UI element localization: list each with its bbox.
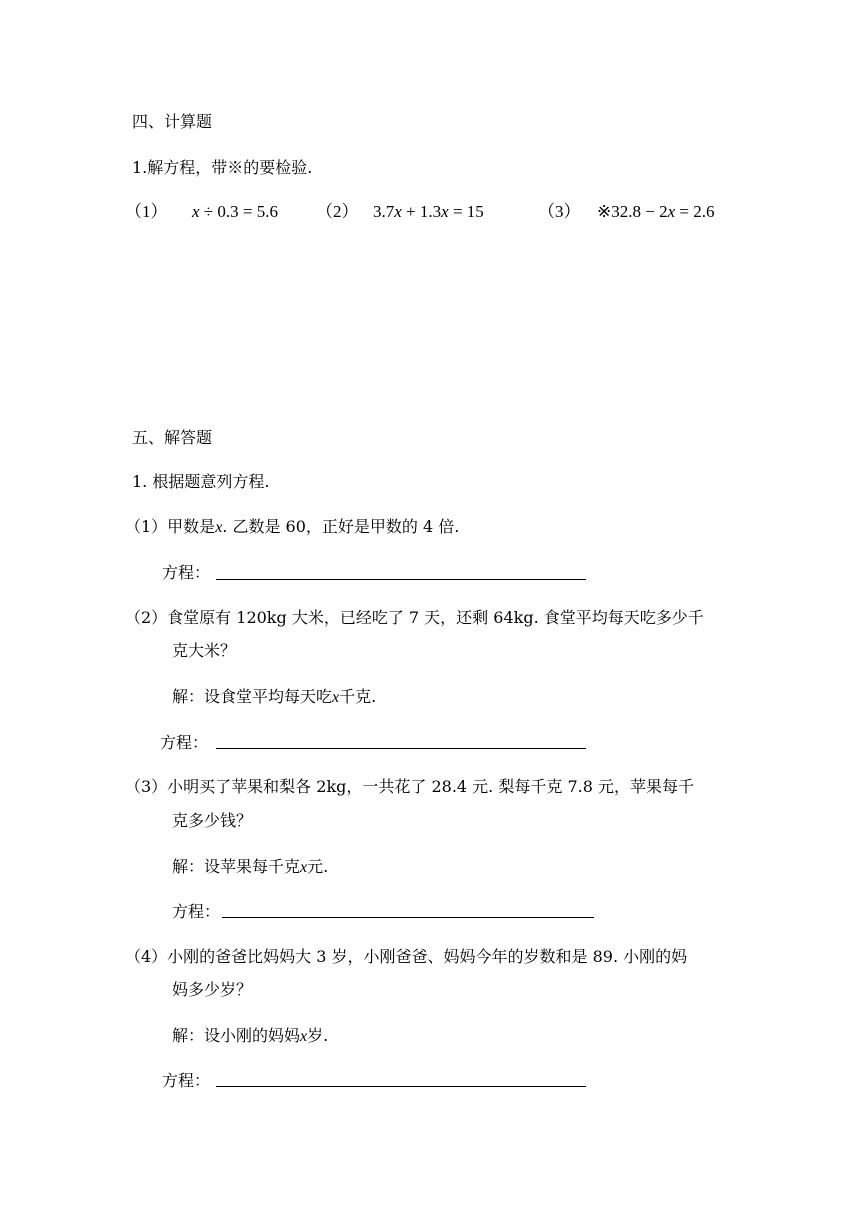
equation-label-2: 方程：	[160, 733, 209, 752]
equation-2: 3.7x + 1.3x = 15	[373, 202, 484, 221]
problem-3-line-2: 克多少钱？	[172, 811, 253, 830]
equation-label-1: 方程：	[162, 563, 211, 582]
equation-label-3: 方程：	[172, 902, 221, 921]
answer-blank-4[interactable]	[216, 1086, 586, 1087]
question-1-instruction: 1.解方程，带※的要检验.	[132, 158, 313, 177]
answer-blank-2[interactable]	[216, 748, 586, 749]
problem-3-solution: 解：设苹果每千克x元.	[172, 857, 329, 876]
problem-4-line-2: 妈多少岁？	[172, 980, 253, 999]
problem-2-line-2: 克大米？	[172, 641, 237, 660]
section-5-title: 五、解答题	[132, 428, 213, 447]
problem-4-line-1: （4）小刚的爸爸比妈妈大 3 岁，小刚爸爸、妈妈今年的岁数和是 89. 小刚的妈	[125, 947, 688, 966]
problem-3-line-1: （3）小明买了苹果和梨各 2kg，一共花了 28.4 元. 梨每千克 7.8 元，苹果每千	[125, 777, 694, 796]
equation-label-4: 方程：	[162, 1071, 211, 1090]
equation-2-number: （2）	[316, 202, 359, 221]
question-1-prompt: 1. 根据题意列方程.	[132, 472, 270, 491]
problem-2-line-1: （2）食堂原有 120kg 大米，已经吃了 7 天，还剩 64kg. 食堂平均每天吃多少千	[125, 608, 704, 627]
answer-blank-1[interactable]	[216, 579, 586, 580]
section-4-title: 四、计算题	[132, 112, 213, 131]
answer-blank-3[interactable]	[222, 917, 594, 918]
problem-1-text: （1）甲数是x. 乙数是 60，正好是甲数的 4 倍.	[125, 517, 460, 536]
equation-3-number: （3）	[538, 202, 581, 221]
equation-1: x ÷ 0.3 = 5.6	[192, 202, 278, 221]
equation-1-number: （1）	[125, 202, 168, 221]
equation-3: ※32.8 − 2x = 2.6	[597, 202, 715, 221]
problem-2-solution: 解：设食堂平均每天吃x千克.	[172, 687, 377, 706]
problem-4-solution: 解：设小刚的妈妈x岁.	[172, 1026, 329, 1045]
